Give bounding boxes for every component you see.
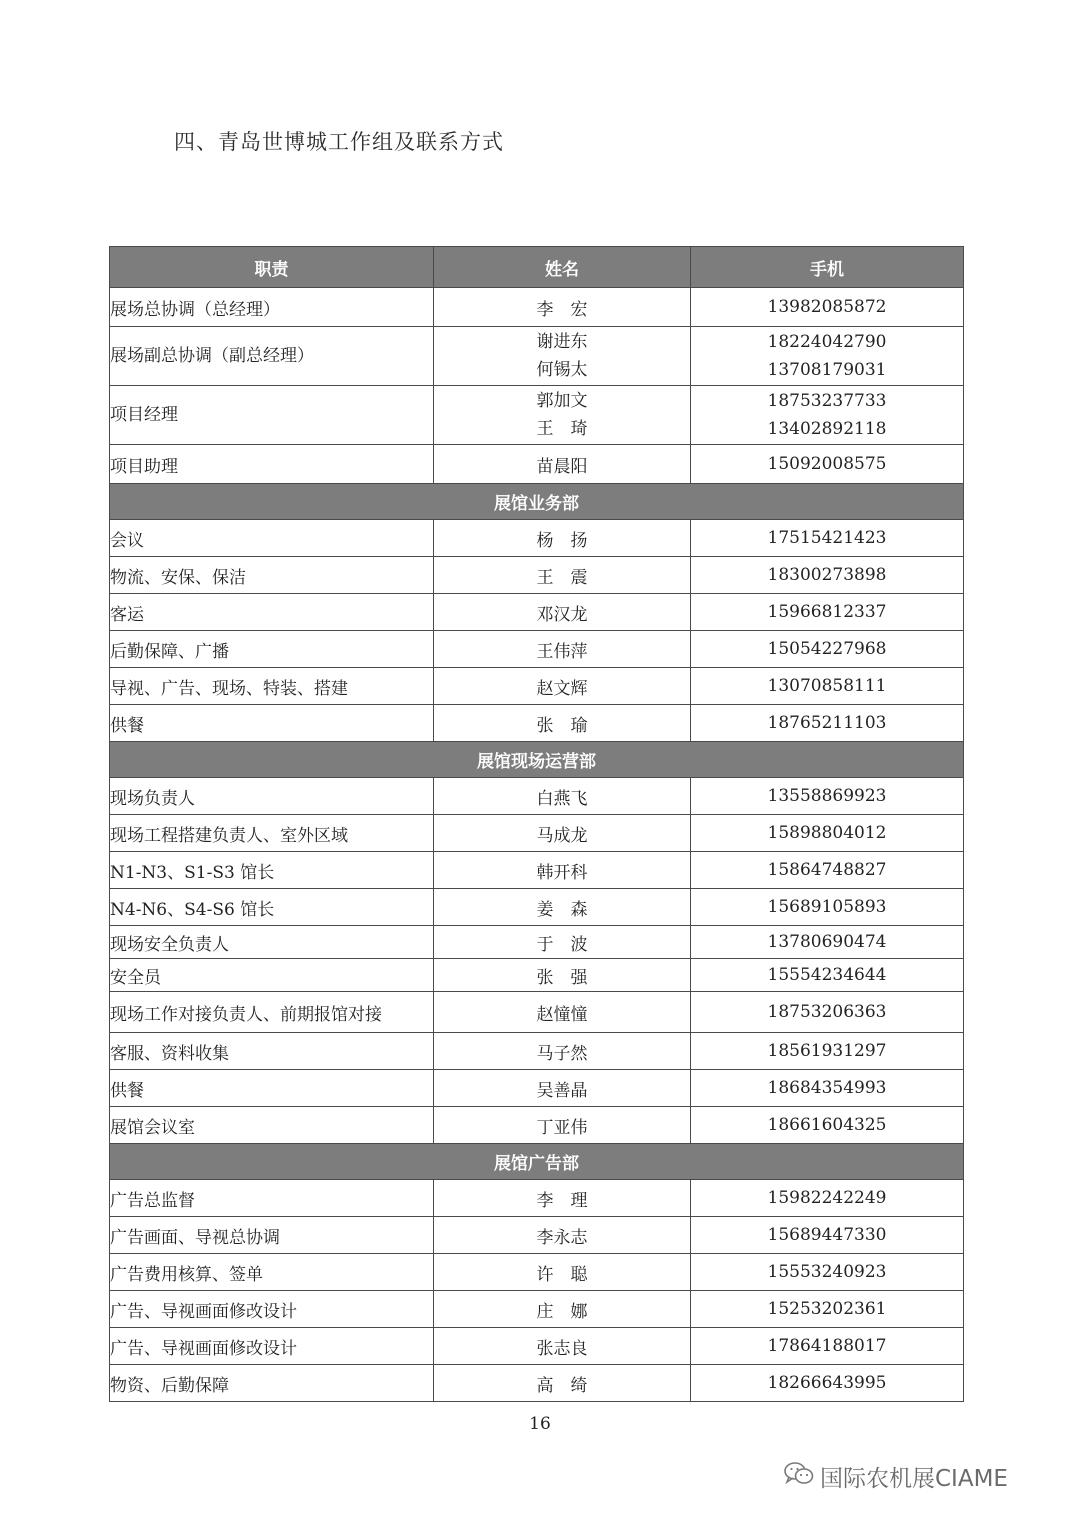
phone-cell: 18765211103 (691, 705, 964, 742)
name-cell: 李永志 (434, 1217, 691, 1254)
phone-cell: 15864748827 (691, 852, 964, 889)
watermark-text: 国际农机展CIAME (820, 1466, 1008, 1492)
table-row (110, 778, 964, 815)
name-line: 谢进东 (536, 332, 588, 352)
phone-cell: 17864188017 (691, 1328, 964, 1365)
table-row (110, 926, 964, 959)
phone-cell: 13780690474 (691, 926, 964, 959)
phone-cell: 18753206363 (691, 992, 964, 1033)
phone-cell: 15689447330 (691, 1217, 964, 1254)
phone-cell: 15689105893 (691, 889, 964, 926)
name-cell: 张 强 (434, 959, 691, 992)
duty-cell: 展场副总协调（副总经理） (110, 327, 434, 386)
table-row (110, 959, 964, 992)
name-cell: 李 理 (434, 1180, 691, 1217)
duty-cell: 广告画面、导视总协调 (110, 1217, 434, 1254)
phone-cell: 13558869923 (691, 778, 964, 815)
phone-cell: 13070858111 (691, 668, 964, 705)
section-header-row (110, 1144, 964, 1180)
phone-cell: 15553240923 (691, 1254, 964, 1291)
duty-cell: 广告、导视画面修改设计 (110, 1328, 434, 1365)
name-cell: 邓汉龙 (434, 594, 691, 631)
table-row (110, 1217, 964, 1254)
section-title: 展馆业务部 (110, 484, 964, 520)
name-cell: 许 聪 (434, 1254, 691, 1291)
table-row (110, 1291, 964, 1328)
watermark (784, 1460, 1008, 1493)
phone-cell: 15253202361 (691, 1291, 964, 1328)
table-row (110, 1070, 964, 1107)
table-row (110, 1180, 964, 1217)
table-row (110, 705, 964, 742)
name-cell: 赵文辉 (434, 668, 691, 705)
phone-cell: 17515421423 (691, 520, 964, 557)
table-row (110, 1107, 964, 1144)
table-row (110, 631, 964, 668)
table-row (110, 557, 964, 594)
name-cell: 姜 森 (434, 889, 691, 926)
phone-cell: 18661604325 (691, 1107, 964, 1144)
duty-cell: 项目助理 (110, 445, 434, 484)
table-row (110, 852, 964, 889)
name-cell: 高 绮 (434, 1365, 691, 1402)
name-cell: 白燕飞 (434, 778, 691, 815)
duty-cell: 供餐 (110, 705, 434, 742)
phone-line: 13402892118 (767, 419, 887, 439)
header-phone: 手机 (691, 247, 964, 288)
table-row (110, 386, 964, 445)
header-duty: 职责 (110, 247, 434, 288)
duty-cell: N4-N6、S4-S6 馆长 (110, 889, 434, 926)
phone-cell: 18300273898 (691, 557, 964, 594)
table-row (110, 445, 964, 484)
section-header-row (110, 742, 964, 778)
table-row (110, 1254, 964, 1291)
name-cell: 苗晨阳 (434, 445, 691, 484)
phone-cell: 15898804012 (691, 815, 964, 852)
name-cell: 马子然 (434, 1033, 691, 1070)
table-row (110, 889, 964, 926)
table-row (110, 1328, 964, 1365)
phone-cell: 15982242249 (691, 1180, 964, 1217)
duty-cell: 项目经理 (110, 386, 434, 445)
duty-cell: 广告、导视画面修改设计 (110, 1291, 434, 1328)
duty-cell: 现场安全负责人 (110, 926, 434, 959)
name-cell: 王伟萍 (434, 631, 691, 668)
duty-cell: 物资、后勤保障 (110, 1365, 434, 1402)
duty-cell: 后勤保障、广播 (110, 631, 434, 668)
section-header-row (110, 484, 964, 520)
name-cell: 于 波 (434, 926, 691, 959)
table-row (110, 668, 964, 705)
table-row (110, 594, 964, 631)
table-row (110, 1365, 964, 1402)
duty-cell: 展馆会议室 (110, 1107, 434, 1144)
duty-cell: 现场工程搭建负责人、室外区域 (110, 815, 434, 852)
duty-cell: 导视、广告、现场、特装、搭建 (110, 668, 434, 705)
phone-cell: 15092008575 (691, 445, 964, 484)
name-line: 郭加文 (536, 391, 588, 411)
phone-cell: 18684354993 (691, 1070, 964, 1107)
name-cell (434, 386, 691, 445)
phone-line: 13708179031 (767, 360, 887, 380)
name-cell: 杨 扬 (434, 520, 691, 557)
phone-cell: 18561931297 (691, 1033, 964, 1070)
wechat-icon (784, 1461, 814, 1493)
table-header-row (110, 247, 964, 288)
phone-cell: 18266643995 (691, 1365, 964, 1402)
name-cell: 马成龙 (434, 815, 691, 852)
duty-cell: 会议 (110, 520, 434, 557)
name-cell: 张志良 (434, 1328, 691, 1365)
section-title: 展馆广告部 (110, 1144, 964, 1180)
phone-cell: 15554234644 (691, 959, 964, 992)
duty-cell: N1-N3、S1-S3 馆长 (110, 852, 434, 889)
name-line: 何锡太 (536, 360, 588, 380)
page-heading: 四、青岛世博城工作组及联系方式 (174, 130, 504, 154)
phone-cell: 15054227968 (691, 631, 964, 668)
duty-cell: 广告总监督 (110, 1180, 434, 1217)
phone-cell: 13982085872 (691, 288, 964, 327)
name-cell: 赵憧憧 (434, 992, 691, 1033)
duty-cell: 广告费用核算、签单 (110, 1254, 434, 1291)
name-cell: 丁亚伟 (434, 1107, 691, 1144)
phone-cell: 15966812337 (691, 594, 964, 631)
contact-table (109, 246, 964, 1402)
duty-cell: 安全员 (110, 959, 434, 992)
name-cell: 韩开科 (434, 852, 691, 889)
table-row (110, 288, 964, 327)
duty-cell: 供餐 (110, 1070, 434, 1107)
phone-cell (691, 327, 964, 386)
duty-cell: 物流、安保、保洁 (110, 557, 434, 594)
phone-line: 18224042790 (767, 332, 887, 352)
table-row (110, 815, 964, 852)
duty-cell: 客运 (110, 594, 434, 631)
name-line: 王 琦 (536, 419, 588, 439)
duty-cell: 展场总协调（总经理） (110, 288, 434, 327)
header-name: 姓名 (434, 247, 691, 288)
table-row (110, 1033, 964, 1070)
phone-cell (691, 386, 964, 445)
name-cell: 吴善晶 (434, 1070, 691, 1107)
section-title: 展馆现场运营部 (110, 742, 964, 778)
page-number: 16 (529, 1414, 551, 1434)
table-row (110, 327, 964, 386)
table-row (110, 992, 964, 1033)
phone-line: 18753237733 (767, 391, 887, 411)
duty-cell: 现场工作对接负责人、前期报馆对接 (110, 992, 434, 1033)
name-cell: 李 宏 (434, 288, 691, 327)
table-row (110, 520, 964, 557)
name-cell: 张 瑜 (434, 705, 691, 742)
name-cell: 王 震 (434, 557, 691, 594)
name-cell (434, 327, 691, 386)
duty-cell: 现场负责人 (110, 778, 434, 815)
name-cell: 庄 娜 (434, 1291, 691, 1328)
duty-cell: 客服、资料收集 (110, 1033, 434, 1070)
